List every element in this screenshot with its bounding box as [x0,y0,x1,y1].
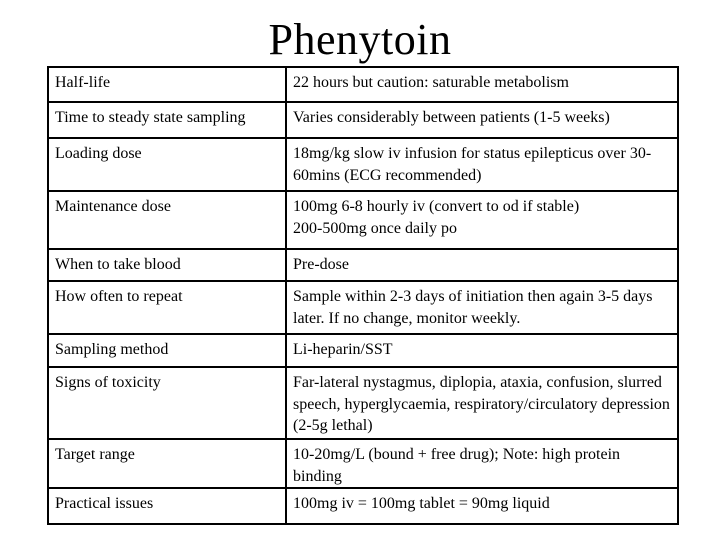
row-value: Far-lateral nystagmus, diplopia, ataxia, confusion, slurred speech, hyperglycaemia, respiratory/circulatory depression (2-5g lethal) [286,367,678,439]
row-value: Li-heparin/SST [286,334,678,367]
row-value: Sample within 2-3 days of initiation then again 3-5 days later. If no change, monitor weekly. [286,281,678,334]
row-value: 100mg 6-8 hourly iv (convert to od if stable) 200-500mg once daily po [286,191,678,249]
drug-info-table [47,66,679,525]
table-row [48,488,678,524]
table-row [48,334,678,367]
row-value: 10-20mg/L (bound + free drug); Note: high protein binding [286,439,678,488]
row-value: Pre-dose [286,249,678,281]
page-title: Phenytoin [268,15,452,64]
table-row [48,138,678,191]
row-value: 22 hours but caution: saturable metabolism [286,67,678,102]
row-value: 18mg/kg slow iv infusion for status epilepticus over 30-60mins (ECG recommended) [286,138,678,191]
row-label: When to take blood [48,249,286,281]
table-row [48,439,678,488]
table-row [48,191,678,249]
row-label: Maintenance dose [48,191,286,249]
row-label: Sampling method [48,334,286,367]
row-label: How often to repeat [48,281,286,334]
row-label: Practical issues [48,488,286,524]
row-label: Time to steady state sampling [48,102,286,138]
row-value: 100mg iv = 100mg tablet = 90mg liquid [286,488,678,524]
table-row [48,281,678,334]
row-label: Signs of toxicity [48,367,286,439]
table-row [48,367,678,439]
table-row [48,102,678,138]
row-label: Target range [48,439,286,488]
table-row [48,67,678,102]
row-label: Loading dose [48,138,286,191]
row-label: Half-life [48,67,286,102]
row-value: Varies considerably between patients (1-5 weeks) [286,102,678,138]
table-row [48,249,678,281]
